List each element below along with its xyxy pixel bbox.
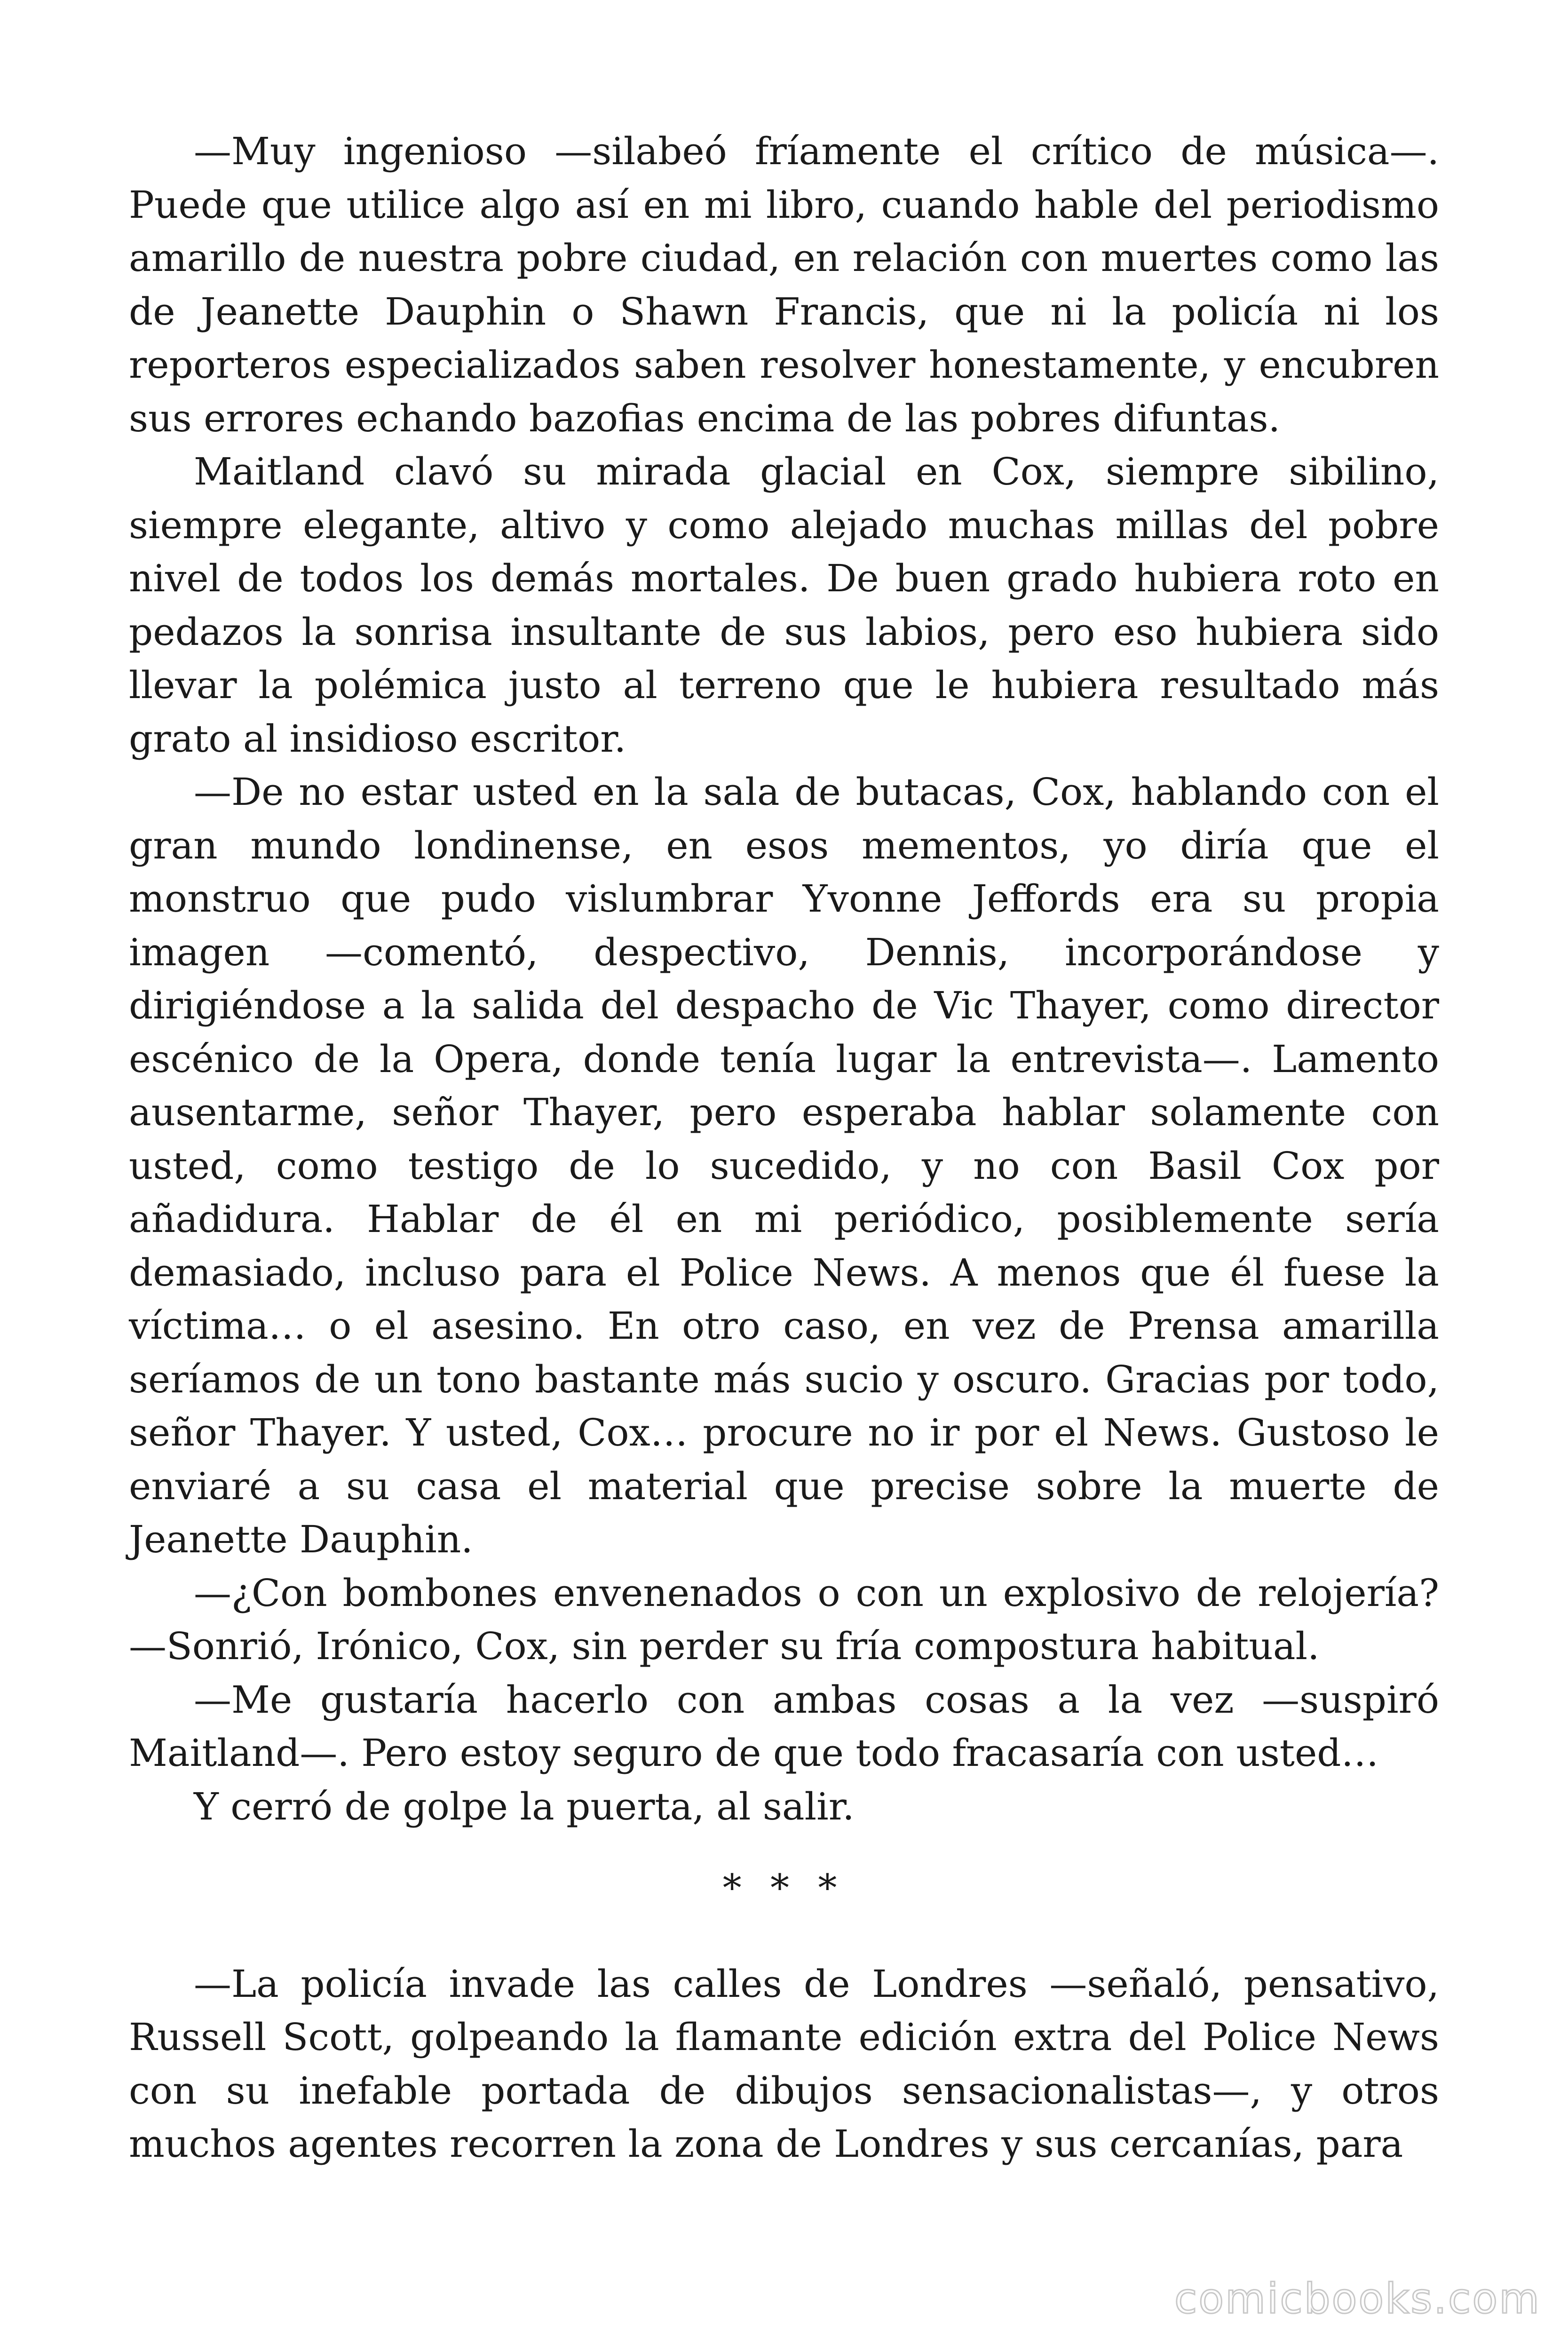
paragraph-6: Y cerró de golpe la puerta, al salir. bbox=[194, 1784, 855, 1828]
paragraph-4: —¿Con bombones envenenados o con un explosivo de relojería? —Sonrió, Irónico, Cox, sin perder su fría compostura habitual. bbox=[129, 1571, 1439, 1668]
paragraph-3: —De no estar usted en la sala de butacas, Cox, hablando con el gran mundo londinense, en esos mementos, yo diría que el monstruo que pudo vislumbrar Yvonne Jeffords era su propia imagen —comentó, despectivo, Dennis, incorporándose y dirigiéndose a la salida del despacho de Vic Thayer, como director escénico de la Opera, donde tenía lugar la entrevista—. Lamento ausentarme, señor Thayer, pero esperaba hablar solamente con usted, como testigo de lo sucedido, y no con Basil Cox por añadidura. Hablar de él en mi periódico, posiblemente sería demasiado, incluso para el Police News. A menos que él fuese la víctima… o el asesino. En otro caso, en vez de Prensa amarilla seríamos de un tono bastante más sucio y oscuro. Gracias por todo, señor Thayer. Y usted, Cox… procure no ir por el News. Gustoso le enviaré a su casa el material que precise sobre la muerte de Jeanette Dauphin. bbox=[129, 770, 1439, 1561]
body-text bbox=[129, 125, 1439, 2171]
watermark: comicbooks.com bbox=[1174, 2274, 1541, 2323]
paragraph-1: —Muy ingenioso —silabeó fríamente el crítico de música—. Puede que utilice algo así en mi libro, cuando hable del periodismo amarillo de nuestra pobre ciudad, en relación con muertes como las de Jeanette Dauphin o Shawn Francis, que ni la policía ni los reporteros especializados saben resolver honestamente, y encubren sus errores echando bazofias encima de las pobres difuntas. bbox=[129, 129, 1439, 440]
paragraph-5: —Me gustaría hacerlo con ambas cosas a la vez —suspiró Maitland—. Pero estoy seguro de que todo fracasaría con usted… bbox=[129, 1677, 1439, 1775]
paragraph-7: —La policía invade las calles de Londres —señaló, pensativo, Russell Scott, golpeando la flamante edición extra del Police News con su inefable portada de dibujos sensacionalistas—, y otros muchos agentes recorren la zona de Londres y sus cercanías, para bbox=[129, 1962, 1439, 2166]
scene-break: * * * bbox=[722, 1866, 846, 1910]
paragraph-2: Maitland clavó su mirada glacial en Cox, siempre sibilino, siempre elegante, altivo y como alejado muchas millas del pobre nivel de todos los demás mortales. De buen grado hubiera roto en pedazos la sonrisa insultante de sus labios, pero eso hubiera sido llevar la polémica justo al terreno que le hubiera resultado más grato al insidioso escritor. bbox=[129, 450, 1439, 761]
